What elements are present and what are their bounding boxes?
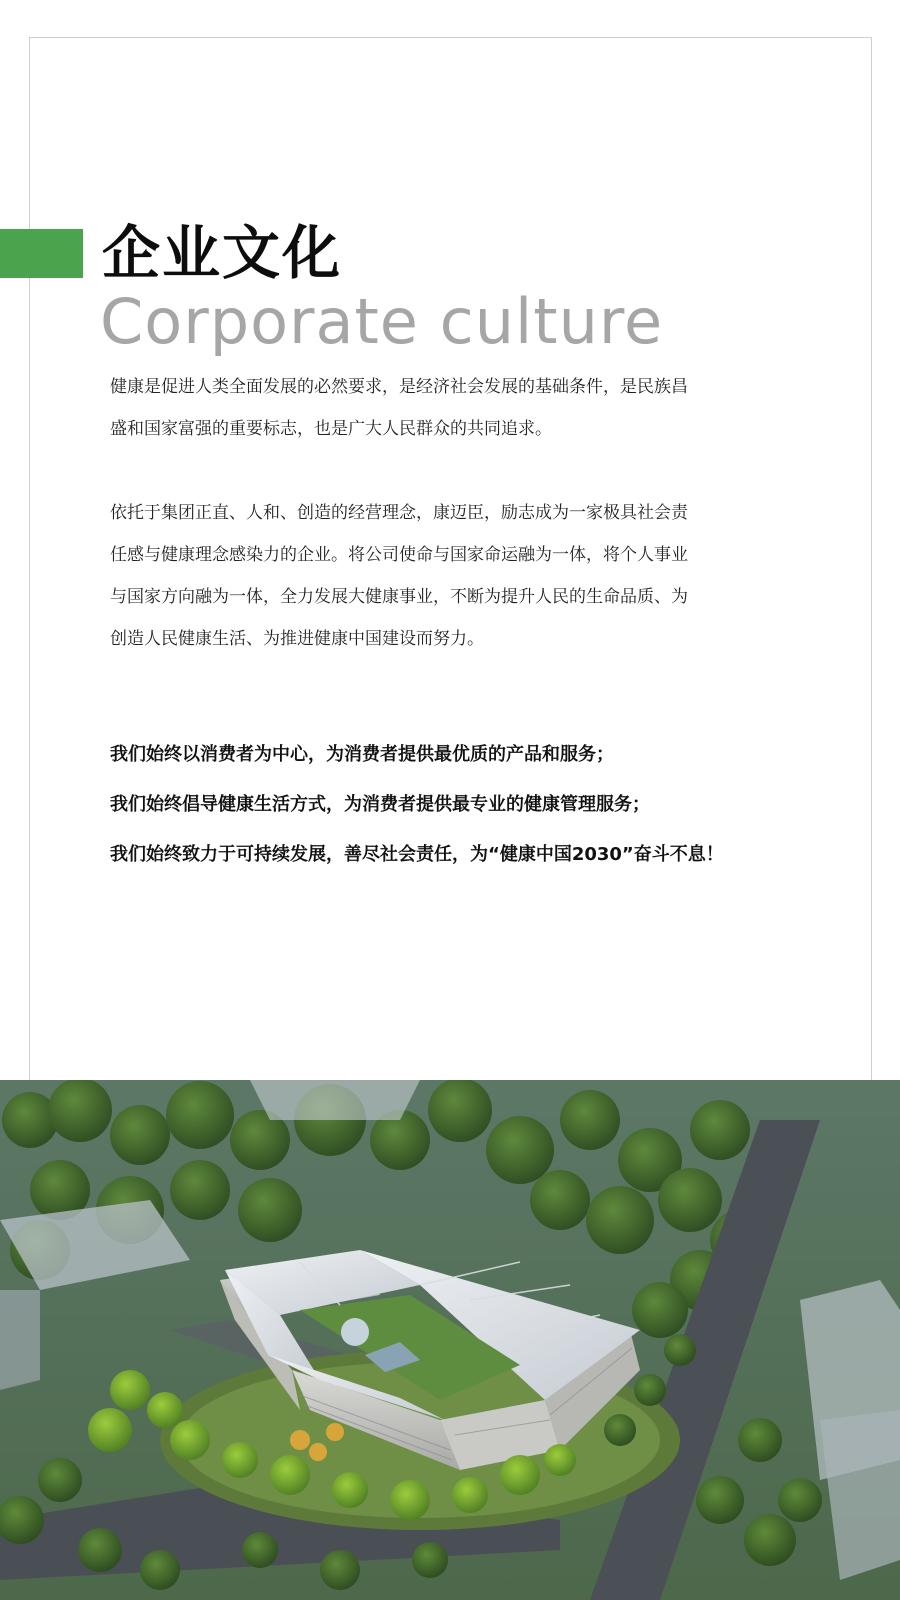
page-title: 企业文化 — [102, 219, 343, 287]
accent-bar — [0, 229, 83, 278]
motto-item: 我们始终倡导健康生活方式，为消费者提供最专业的健康管理服务； — [110, 794, 650, 815]
mission-paragraph — [110, 492, 810, 660]
paragraph-line: 盛和国家富强的重要标志，也是广大人民群众的共同追求。 — [110, 419, 552, 439]
paragraph-line: 依托于集团正直、人和、创造的经营理念，康迈臣，励志成为一家极具社会责 — [110, 503, 688, 523]
page-subtitle-english: Corporate culture — [100, 285, 664, 358]
paragraph-line: 与国家方向融为一体，全力发展大健康事业，不断为提升人民的生命品质、为 — [110, 587, 688, 607]
campus-aerial-rendering — [0, 1080, 900, 1600]
motto-item: 我们始终致力于可持续发展，善尽社会责任，为“健康中国2030”奋斗不息！ — [110, 844, 724, 865]
intro-paragraph — [110, 366, 810, 450]
motto-list — [110, 730, 850, 880]
paragraph-line: 创造人民健康生活、为推进健康中国建设而努力。 — [110, 629, 484, 649]
paragraph-line: 健康是促进人类全面发展的必然要求，是经济社会发展的基础条件，是民族昌 — [110, 377, 688, 397]
paragraph-line: 任感与健康理念感染力的企业。将公司使命与国家命运融为一体，将个人事业 — [110, 545, 688, 565]
motto-item: 我们始终以消费者为中心，为消费者提供最优质的产品和服务； — [110, 744, 614, 765]
